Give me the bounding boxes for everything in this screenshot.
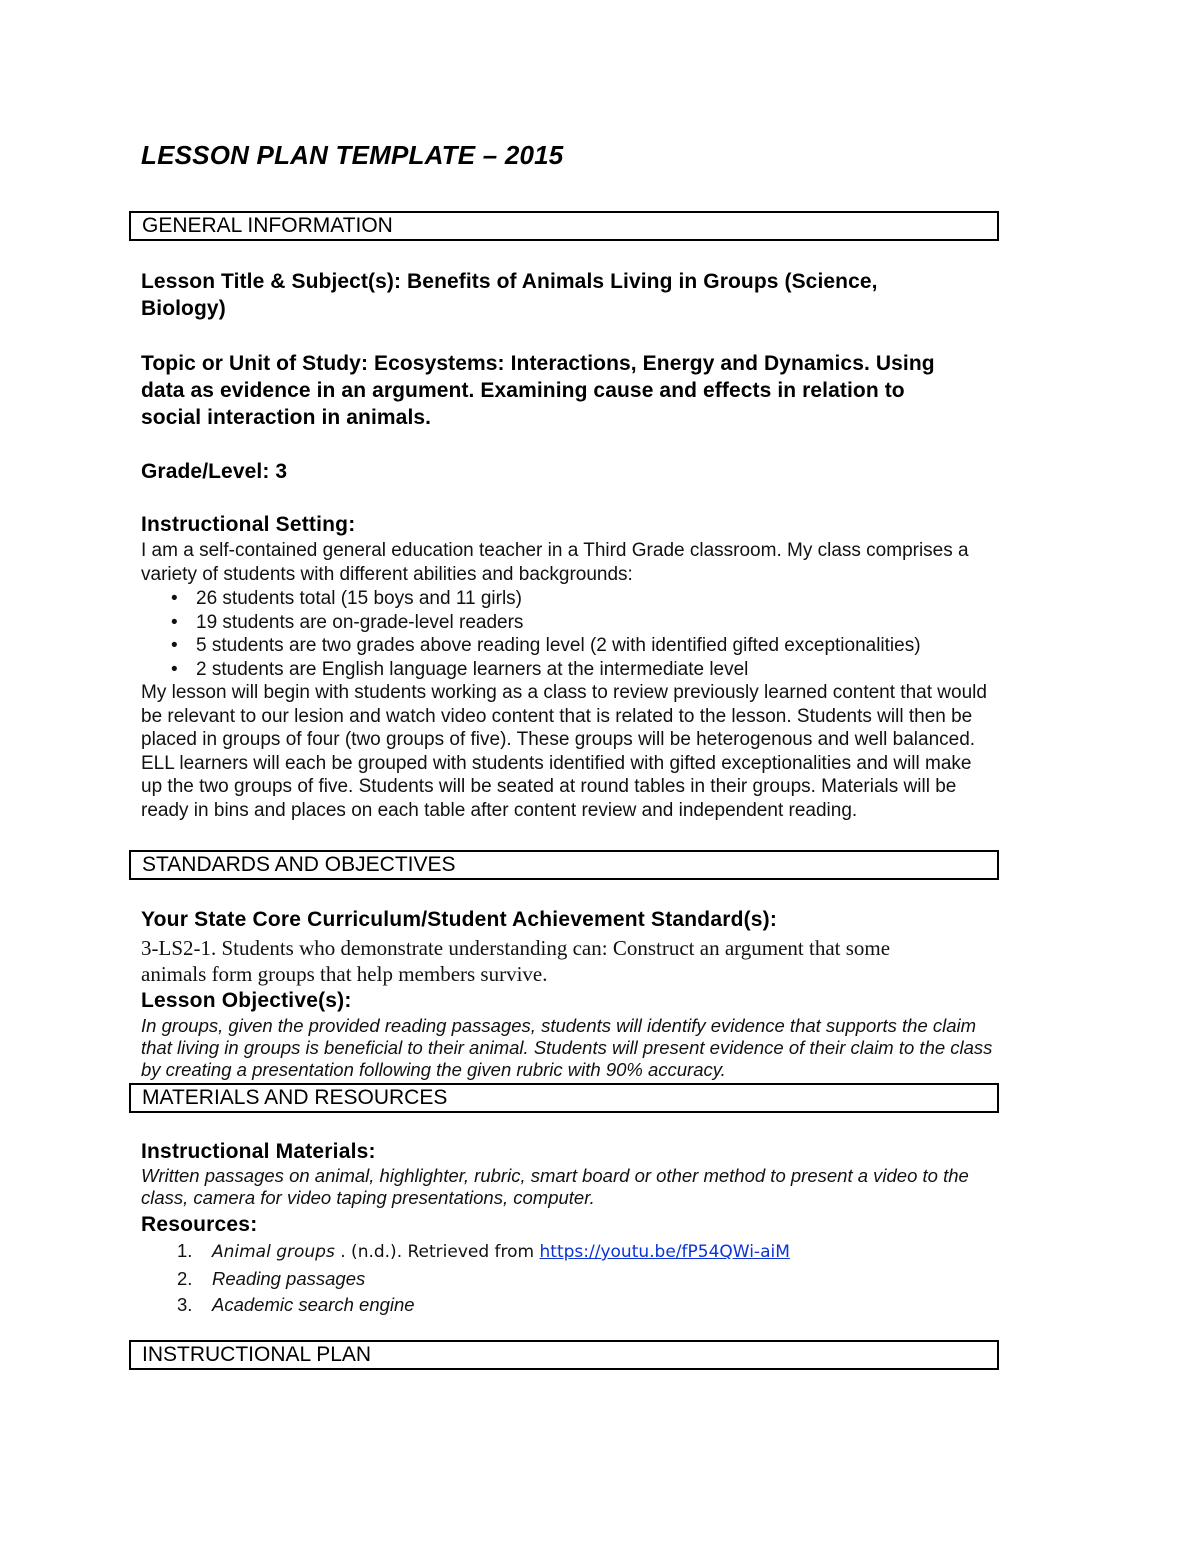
core-standard-line-2: animals form groups that help members survive. bbox=[141, 962, 548, 986]
list-item-text: 2 students are English language learners at the intermediate level bbox=[196, 658, 749, 680]
objective-line: that living in groups is beneficial to their animal. Students will present evidence of their claim to the class bbox=[141, 1037, 993, 1058]
document-title: LESSON PLAN TEMPLATE – 2015 bbox=[141, 140, 564, 170]
list-item bbox=[141, 658, 1041, 682]
resource-title: Academic search engine bbox=[212, 1294, 415, 1315]
objective-line: In groups, given the provided reading passages, students will identify evidence that supports the claim bbox=[141, 1015, 977, 1036]
setting-intro bbox=[141, 539, 1071, 586]
grade-level: Grade/Level: 3 bbox=[141, 460, 288, 483]
list-item-text: 19 students are on-grade-level readers bbox=[196, 611, 524, 633]
list-item bbox=[141, 634, 1041, 658]
list-item bbox=[141, 1238, 1041, 1266]
list-item bbox=[141, 611, 1041, 635]
resource-video-link[interactable]: https://youtu.be/fP54QWi-aiM bbox=[539, 1242, 790, 1262]
lesson-objectives-heading: Lesson Objective(s): bbox=[141, 989, 352, 1012]
objective-line: by creating a presentation following the given rubric with 90% accuracy. bbox=[141, 1059, 726, 1080]
topic-line-2: data as evidence in an argument. Examining cause and effects in relation to bbox=[141, 379, 905, 402]
resources-heading: Resources: bbox=[141, 1213, 258, 1236]
section-instructional-plan bbox=[129, 1340, 999, 1370]
bullet-icon: • bbox=[171, 588, 178, 609]
topic-line-1: Topic or Unit of Study: Ecosystems: Interactions, Energy and Dynamics. Using bbox=[141, 352, 935, 375]
list-item-text: 26 students total (15 boys and 11 girls) bbox=[196, 588, 523, 609]
setting-body bbox=[141, 681, 1071, 823]
setting-body-line: up the two groups of five. Students will be seated at round tables in their groups. Materials will be bbox=[141, 776, 957, 798]
resource-title: Reading passages bbox=[212, 1267, 366, 1289]
setting-body-line: ready in bins and places on each table after content review and independent reading. bbox=[141, 799, 858, 821]
list-item bbox=[141, 1292, 1041, 1319]
section-general-label: GENERAL INFORMATION bbox=[142, 214, 393, 237]
section-materials-label: MATERIALS AND RESOURCES bbox=[142, 1086, 448, 1109]
lesson-title-line-1: Lesson Title & Subject(s): Benefits of Animals Living in Groups (Science, bbox=[141, 270, 878, 293]
setting-body-line: be relevant to our lesion and watch video content that is related to the lesson. Students will then be bbox=[141, 705, 973, 727]
list-item bbox=[141, 587, 1041, 611]
bullet-icon: • bbox=[171, 611, 178, 633]
section-instructional-label: INSTRUCTIONAL PLAN bbox=[142, 1343, 372, 1366]
topic-line-3: social interaction in animals. bbox=[141, 406, 432, 429]
list-item bbox=[141, 1266, 1041, 1293]
materials-line: class, camera for video taping presentations, computer. bbox=[141, 1187, 595, 1208]
list-number: 2. bbox=[177, 1267, 193, 1289]
core-standard-text bbox=[141, 935, 1041, 987]
list-item-text: 5 students are two grades above reading level (2 with identified gifted exceptionalities) bbox=[196, 635, 921, 657]
bullet-icon: • bbox=[171, 658, 178, 680]
bullet-icon: • bbox=[171, 635, 178, 657]
instructional-materials-text bbox=[141, 1165, 1071, 1209]
setting-intro-line-2: variety of students with different abilities and backgrounds: bbox=[141, 563, 633, 585]
section-materials-resources bbox=[129, 1083, 999, 1113]
setting-body-line: placed in groups of four (two groups of five). These groups will be heterogenous and well balanced. bbox=[141, 729, 976, 751]
resource-citation: . (n.d.). Retrieved from bbox=[334, 1242, 540, 1262]
list-number: 1. bbox=[177, 1240, 193, 1261]
lesson-title-line-2: Biology) bbox=[141, 297, 226, 320]
core-standard-line-1: 3-LS2-1. Students who demonstrate understanding can: Construct an argument that some bbox=[141, 936, 891, 960]
materials-line: Written passages on animal, highlighter, rubric, smart board or other method to present a video to the bbox=[141, 1165, 969, 1186]
section-standards-objectives bbox=[129, 850, 999, 880]
core-curriculum-heading: Your State Core Curriculum/Student Achievement Standard(s): bbox=[141, 908, 778, 931]
setting-body-line: ELL learners will each be grouped with students identified with gifted exceptionalities and will make bbox=[141, 752, 972, 774]
instructional-setting-heading: Instructional Setting: bbox=[141, 513, 356, 536]
section-standards-label: STANDARDS AND OBJECTIVES bbox=[142, 853, 456, 876]
setting-body-line: My lesson will begin with students working as a class to review previously learned content that would bbox=[141, 682, 987, 703]
list-number: 3. bbox=[177, 1294, 193, 1315]
section-general-information bbox=[129, 211, 999, 241]
student-bullet-list bbox=[141, 587, 1041, 681]
instructional-materials-heading: Instructional Materials: bbox=[141, 1140, 376, 1163]
setting-intro-line-1: I am a self-contained general education teacher in a Third Grade classroom. My class comprises a bbox=[141, 540, 969, 561]
resource-title: Animal groups bbox=[212, 1242, 335, 1262]
resources-list bbox=[141, 1238, 1041, 1319]
lesson-objectives-text bbox=[141, 1015, 1071, 1081]
